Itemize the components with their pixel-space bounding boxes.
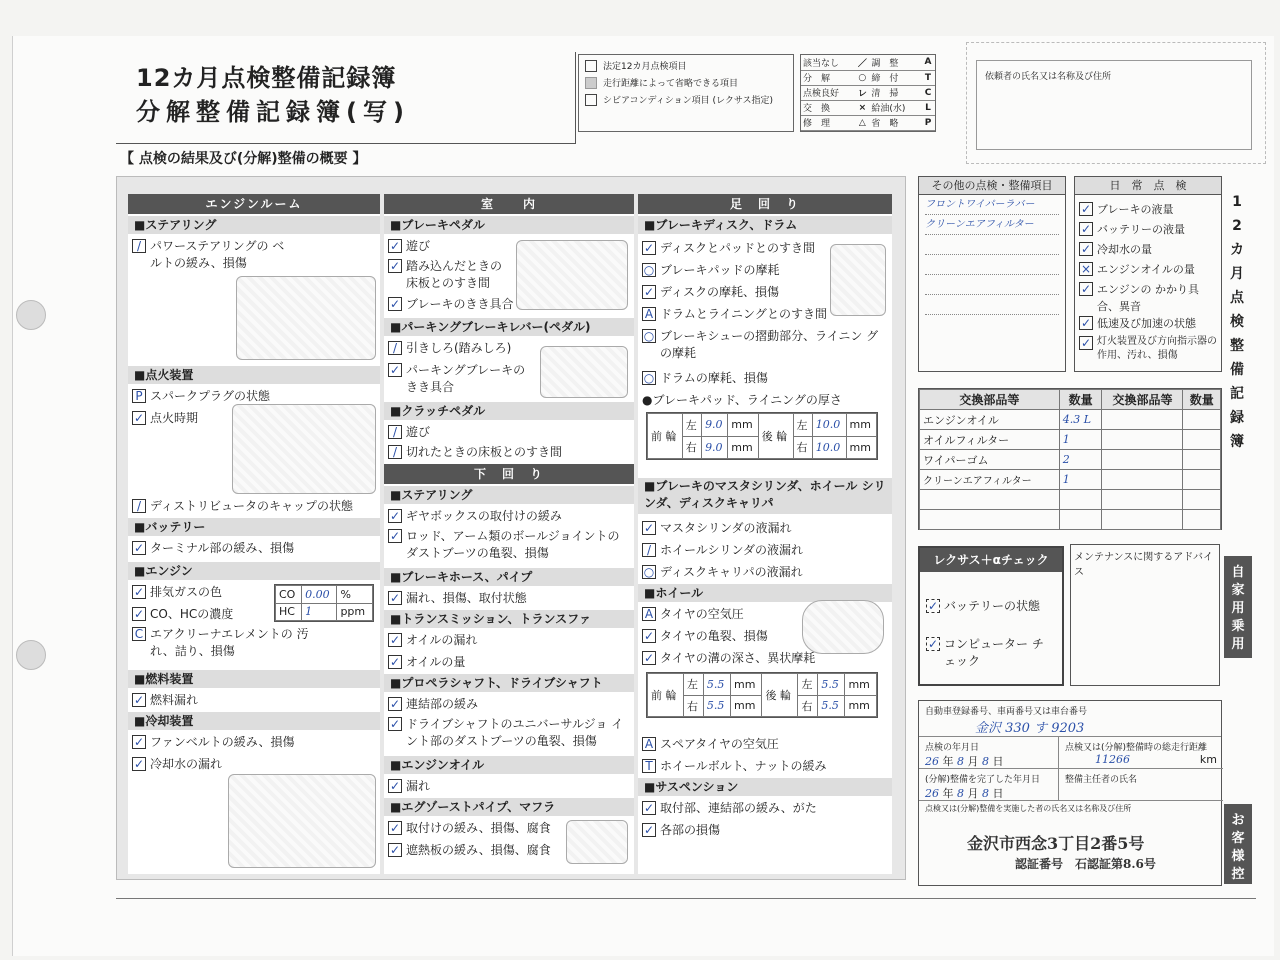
daily-item: ✓ 低速及び加速の状態 — [1080, 316, 1196, 330]
column-header: 足 回 り — [638, 194, 892, 214]
legend-box — [578, 54, 794, 132]
checkbox[interactable]: ✓ — [389, 821, 401, 835]
group-heading: ■ステアリング — [384, 486, 634, 504]
checkbox[interactable]: ✓ — [133, 735, 145, 749]
tab-private-passenger: 自 家 用 乗 用 — [1224, 556, 1252, 658]
checkbox[interactable]: / — [642, 543, 656, 557]
group-heading: ■クラッチペダル — [384, 402, 634, 420]
group-heading: ■ホイール — [638, 584, 892, 602]
advice-heading: メンテナンスに関するアドバイス — [1074, 552, 1213, 578]
check-item: ✓ ドライブシャフトのユニバーサルジョ イント部のダストブーツの亀裂、損傷 — [389, 717, 624, 748]
legend-swatch — [585, 94, 597, 106]
belt-illustration — [236, 276, 376, 360]
check-item: ✓ タイヤの溝の深さ、異状摩耗 — [643, 651, 816, 665]
co-value[interactable]: 0.00 — [302, 586, 337, 604]
check-item: T ホイールボルト、ナットの緩み — [642, 758, 826, 775]
maintenance-advice-box — [1070, 544, 1220, 686]
daily-item: ✓ ブレーキの液量 — [1080, 202, 1174, 216]
checkbox[interactable]: ✓ — [927, 599, 939, 613]
check-item: ○ ブレーキシューの摺動部分、ライニン グの摩耗 — [643, 329, 879, 360]
group-heading: ■ブレーキホース、パイプ — [384, 568, 634, 586]
group-heading: ■ブレーキディスク、ドラム — [638, 216, 892, 234]
legend-label: シビアコンディション項目 (レクサス指定) — [603, 96, 773, 106]
lexus-item: ✓ コンピューター チェック — [927, 637, 1044, 668]
table-row: エンジンオイル 4.3 L — [920, 410, 1221, 430]
checkbox[interactable]: ✓ — [389, 509, 401, 523]
tread-depth-table: 前 輪 左 5.5 mm 後 輪 左 5.5 mm 右 5.5 mm 右 5.5 mm — [646, 672, 878, 718]
check-item: / パワーステアリングの ベルトの緩み、損傷 — [132, 238, 292, 272]
group-heading: ■サスペンション — [638, 778, 892, 796]
checkbox[interactable]: ✓ — [133, 757, 145, 771]
group-heading: ■パーキングブレーキレバー(ペダル) — [384, 318, 634, 336]
checkbox[interactable]: ✓ — [389, 297, 401, 311]
legend-label: 法定12カ月点検項目 — [603, 62, 687, 72]
check-item: ○ ディスクキャリパの液漏れ — [643, 565, 803, 579]
rear-left-pad[interactable]: 10.0 — [812, 414, 846, 437]
group-heading: ■プロペラシャフト、ドライブシャフト — [384, 674, 634, 692]
daily-item: ✓ エンジンの かかり具合、異音 — [1080, 282, 1199, 313]
checkbox[interactable]: / — [388, 425, 402, 439]
checkbox[interactable]: ✓ — [389, 363, 401, 377]
checkbox[interactable]: A — [642, 307, 656, 321]
check-item: A ドラムとライニングとのすき間 — [642, 306, 827, 323]
odometer: 点検又は(分解)整備時の総走行距離 11266 km — [1059, 737, 1223, 769]
checkbox[interactable]: ✓ — [133, 411, 145, 425]
group-heading: ■バッテリー — [128, 518, 380, 536]
page-subtitle: 分解整備記録簿(写) — [136, 98, 410, 126]
check-item: ✓ 遮熱板の緩み、損傷、腐食 — [389, 843, 551, 857]
check-item: ✓ パーキングブレーキの きき具合 — [389, 363, 526, 394]
daily-item: × エンジンオイルの量 — [1080, 262, 1195, 276]
daily-item: ✓ バッテリーの液量 — [1080, 222, 1185, 236]
daily-heading: 日 常 点 検 — [1075, 177, 1221, 195]
legend-swatch — [585, 77, 597, 89]
front-right-tread[interactable]: 5.5 — [703, 695, 730, 717]
checkbox[interactable]: ✓ — [643, 801, 655, 815]
checkbox[interactable]: ○ — [643, 371, 655, 385]
vertical-title: 1 2 カ 月 点 検 整 備 記 録 簿 — [1230, 194, 1244, 450]
group-heading: ■ブレーキペダル — [384, 216, 634, 234]
lexus-check-box — [918, 546, 1064, 686]
checkbox[interactable]: T — [642, 759, 656, 773]
checkbox[interactable]: ✓ — [643, 651, 655, 665]
chief-mechanic: 整備主任者の氏名 — [1059, 769, 1223, 801]
group-heading: ■冷却装置 — [128, 712, 380, 730]
legend-swatch — [585, 60, 597, 72]
registration-row: 自動車登録番号、車両番号又は車台番号 金沢 330 す 9203 — [919, 701, 1221, 737]
check-item: ✓ タイヤの亀裂、損傷 — [643, 629, 768, 643]
tab-customer-copy: お 客 様 控 — [1224, 804, 1252, 884]
check-item: ✓ ターミナル部の緩み、損傷 — [133, 541, 295, 555]
hc-value[interactable]: 1 — [302, 603, 337, 621]
check-item: ✓ CO、HCの濃度 — [133, 607, 234, 621]
legend-label: 走行距離によって省略できる項目 — [603, 79, 739, 89]
checkbox[interactable]: ✓ — [389, 259, 401, 273]
checkbox[interactable]: ✓ — [389, 529, 401, 543]
checkbox[interactable]: ○ — [643, 565, 655, 579]
certification-stamp: 認証番号 石認証第8.6号 — [1015, 857, 1156, 871]
other-items-heading: その他の点検・整備項目 — [919, 177, 1065, 195]
binder-hole — [16, 640, 46, 670]
check-item: ✓ 取付部、連結部の緩み、がた — [643, 801, 817, 815]
check-item: ✓ 燃料漏れ — [133, 693, 199, 707]
ignition-illustration — [232, 404, 376, 494]
front-left-pad[interactable]: 9.0 — [702, 414, 728, 437]
checkbox[interactable]: ✓ — [389, 633, 401, 647]
other-item-line[interactable]: クリーンエアフィルター — [925, 215, 1059, 235]
registration-box — [918, 700, 1222, 886]
rear-right-pad[interactable]: 10.0 — [812, 436, 846, 459]
plate-number[interactable]: 金沢 330 す 9203 — [975, 721, 1085, 736]
daily-inspection-box — [1074, 176, 1222, 372]
column-header: エンジンルーム — [128, 194, 380, 214]
page-title: 12カ月点検整備記録簿 — [136, 64, 397, 92]
performer-label: 点検又は(分解)整備を実施した者の氏名又は名称及び住所 — [925, 804, 1132, 813]
checkbox[interactable]: ✓ — [389, 697, 401, 711]
daily-item: ✓ 灯火装置及び方向指示器の 作用、汚れ、損傷 — [1080, 336, 1217, 361]
group-heading: ■ブレーキのマスタシリンダ、ホイール シリンダ、ディスクキャリパ — [638, 478, 892, 514]
check-item: ✓ 冷却水の漏れ — [133, 757, 223, 771]
check-item: ✓ 各部の損傷 — [643, 823, 721, 837]
completion-date: (分解)整備を完了した年月日 26 年 8 月 8 日 — [919, 769, 1059, 801]
checkbox[interactable]: ✓ — [1080, 202, 1092, 216]
checkbox[interactable]: ✓ — [1080, 222, 1092, 236]
check-item: / 引きしろ(踏みしろ) — [388, 340, 511, 357]
group-heading: ■トランスミッション、トランスファ — [384, 610, 634, 628]
fan-belt-illustration — [228, 774, 376, 868]
group-heading: ■エンジン — [128, 562, 380, 580]
check-item: ✓ 取付けの緩み、損傷、腐食 — [389, 821, 551, 835]
check-item: ✓ ディスクとパッドとのすき間 — [643, 241, 816, 255]
checkbox[interactable]: P — [132, 389, 146, 403]
replaced-parts-table: 交換部品等 数量 交換部品等 数量 エンジンオイル 4.3 L オイルフィルター 1 ワイパーゴム 2 クリーンエアフィルター 1 — [918, 388, 1222, 530]
pad-note: ●ブレーキパッド、ライニングの厚さ — [642, 393, 842, 407]
other-item-line[interactable]: フロントワイパーラバー — [925, 195, 1059, 215]
client-field — [976, 60, 1252, 150]
table-row — [920, 510, 1221, 530]
check-item: ○ ドラムの摩耗、損傷 — [643, 371, 768, 385]
checkbox[interactable]: ✓ — [643, 241, 655, 255]
checkbox[interactable]: A — [642, 737, 656, 751]
check-item: ✓ 遊び — [389, 239, 431, 253]
section-title: 【 点検の結果及び(分解)整備の概要 】 — [120, 151, 367, 167]
divider — [116, 898, 1256, 899]
group-heading: ■エンジンオイル — [384, 756, 634, 774]
checkbox[interactable]: × — [1080, 262, 1092, 276]
table-row: ワイパーゴム 2 — [920, 450, 1221, 470]
front-left-tread[interactable]: 5.5 — [703, 674, 730, 696]
check-item: ✓ 漏れ、損傷、取付状態 — [389, 591, 527, 605]
check-item: ✓ ファンベルトの緩み、損傷 — [133, 735, 295, 749]
checkbox[interactable]: / — [132, 499, 146, 513]
check-item: ✓ 排気ガスの色 — [133, 585, 223, 599]
checkbox[interactable]: C — [132, 627, 146, 641]
checkbox[interactable]: ✓ — [643, 521, 655, 535]
daily-item: ✓ 冷却水の量 — [1080, 242, 1152, 256]
check-item: A タイヤの空気圧 — [642, 606, 744, 623]
checkbox[interactable]: ✓ — [643, 629, 655, 643]
checkbox[interactable]: ✓ — [1080, 242, 1092, 256]
check-item: ✓ 点火時期 — [133, 411, 199, 425]
pedal-illustration — [516, 240, 628, 310]
other-item-line[interactable] — [925, 235, 1059, 255]
check-item: ○ ブレーキパッドの摩耗 — [643, 263, 780, 277]
rear-right-tread[interactable]: 5.5 — [818, 695, 845, 717]
inspection-date: 点検の年月日 26 年 8 月 8 日 — [919, 737, 1059, 769]
checkbox[interactable]: ✓ — [389, 655, 401, 669]
disc-brake-illustration — [830, 244, 886, 316]
rear-left-tread[interactable]: 5.5 — [818, 674, 845, 696]
checkbox[interactable]: / — [132, 239, 146, 253]
tire-illustration — [802, 600, 884, 654]
check-item: ✓ 踏み込んだときの 床板とのすき間 — [389, 259, 503, 290]
checkbox[interactable]: ○ — [643, 263, 655, 277]
check-item: ✓ ロッド、アーム類のボールジョイントの ダストブーツの亀裂、損傷 — [389, 529, 620, 560]
checkbox[interactable]: A — [642, 607, 656, 621]
check-item: ✓ オイルの漏れ — [389, 633, 478, 647]
group-heading: ■燃料装置 — [128, 670, 380, 688]
check-item: ✓ 漏れ — [389, 779, 431, 793]
checkbox[interactable]: ✓ — [133, 541, 145, 555]
other-item-line[interactable] — [925, 255, 1059, 275]
checkbox[interactable]: ✓ — [389, 591, 401, 605]
checkbox[interactable]: ✓ — [133, 607, 145, 621]
table-row — [920, 490, 1221, 510]
check-item: ✓ オイルの量 — [389, 655, 466, 669]
checkbox[interactable]: / — [388, 445, 402, 459]
front-right-pad[interactable]: 9.0 — [702, 436, 728, 459]
muffler-illustration — [566, 820, 628, 864]
check-item: ✓ 連結部の緩み — [389, 697, 479, 711]
check-item: / 切れたときの床板とのすき間 — [388, 444, 562, 461]
check-item: ✓ ギヤボックスの取付けの緩み — [389, 509, 562, 523]
check-item: ✓ マスタシリンダの液漏れ — [643, 521, 792, 535]
checkbox[interactable]: ○ — [643, 329, 655, 343]
column-header: 下 回 り — [384, 464, 634, 484]
checkbox[interactable]: / — [388, 341, 402, 355]
check-item: ✓ ディスクの摩耗、損傷 — [643, 285, 780, 299]
lexus-item: ✓ バッテリーの状態 — [927, 599, 1041, 613]
checkbox[interactable]: ✓ — [643, 285, 655, 299]
check-item: C エアクリーナエレメントの 汚れ、詰り、損傷 — [132, 626, 332, 660]
client-label: 依頼者の氏名又は名称及び住所 — [985, 72, 1112, 82]
checkbox[interactable]: ✓ — [389, 717, 401, 731]
other-item-line[interactable] — [925, 295, 1059, 315]
parking-lever-illustration — [540, 346, 628, 398]
shop-address-stamp: 金沢市西念3丁目2番5号 — [967, 834, 1145, 853]
lexus-heading: レクサス＋αチェック — [920, 548, 1062, 572]
pad-thickness-table: 前 輪 左 9.0 mm 後 輪 左 10.0 mm 右 9.0 mm 右 10.0 mm — [646, 412, 878, 460]
check-item: A スペアタイヤの空気圧 — [642, 736, 779, 753]
check-item: P スパークプラグの状態 — [132, 388, 270, 405]
other-item-line[interactable] — [925, 275, 1059, 295]
group-heading: ■ステアリング — [128, 216, 380, 234]
column-header: 室 内 — [384, 194, 634, 214]
other-items-box — [918, 176, 1066, 372]
binder-hole — [16, 300, 46, 330]
table-row: オイルフィルター 1 — [920, 430, 1221, 450]
code-legend: 該当なし ／ 調 整 A 分 解 ○ 締 付 T 点検良好 レ 清 掃 C 交 換 × 給油(水) L 修 理 △ 省 略 P — [800, 54, 936, 132]
checkbox[interactable]: ✓ — [1080, 336, 1092, 350]
checkbox[interactable]: ✓ — [1080, 282, 1092, 296]
checkbox[interactable]: ✓ — [389, 779, 401, 793]
checkbox[interactable]: ✓ — [133, 585, 145, 599]
check-item: / ディストリビュータのキャップの状態 — [132, 498, 353, 515]
check-item: / 遊び — [388, 424, 430, 441]
table-row: クリーンエアフィルター 1 — [920, 470, 1221, 490]
checkbox[interactable]: ✓ — [389, 843, 401, 857]
checkbox[interactable]: ✓ — [643, 823, 655, 837]
checkbox[interactable]: ✓ — [133, 693, 145, 707]
checkbox[interactable]: ✓ — [927, 637, 939, 651]
group-heading: ■エグゾーストパイプ、マフラ — [384, 798, 634, 816]
check-item: ✓ ブレーキのきき具合 — [389, 297, 514, 311]
checkbox[interactable]: ✓ — [1080, 316, 1092, 330]
checkbox[interactable]: ✓ — [389, 239, 401, 253]
check-item: / ホイールシリンダの液漏れ — [642, 542, 803, 559]
group-heading: ■点火装置 — [128, 366, 380, 384]
emission-table: CO 0.00 % HC 1 ppm — [274, 584, 374, 622]
